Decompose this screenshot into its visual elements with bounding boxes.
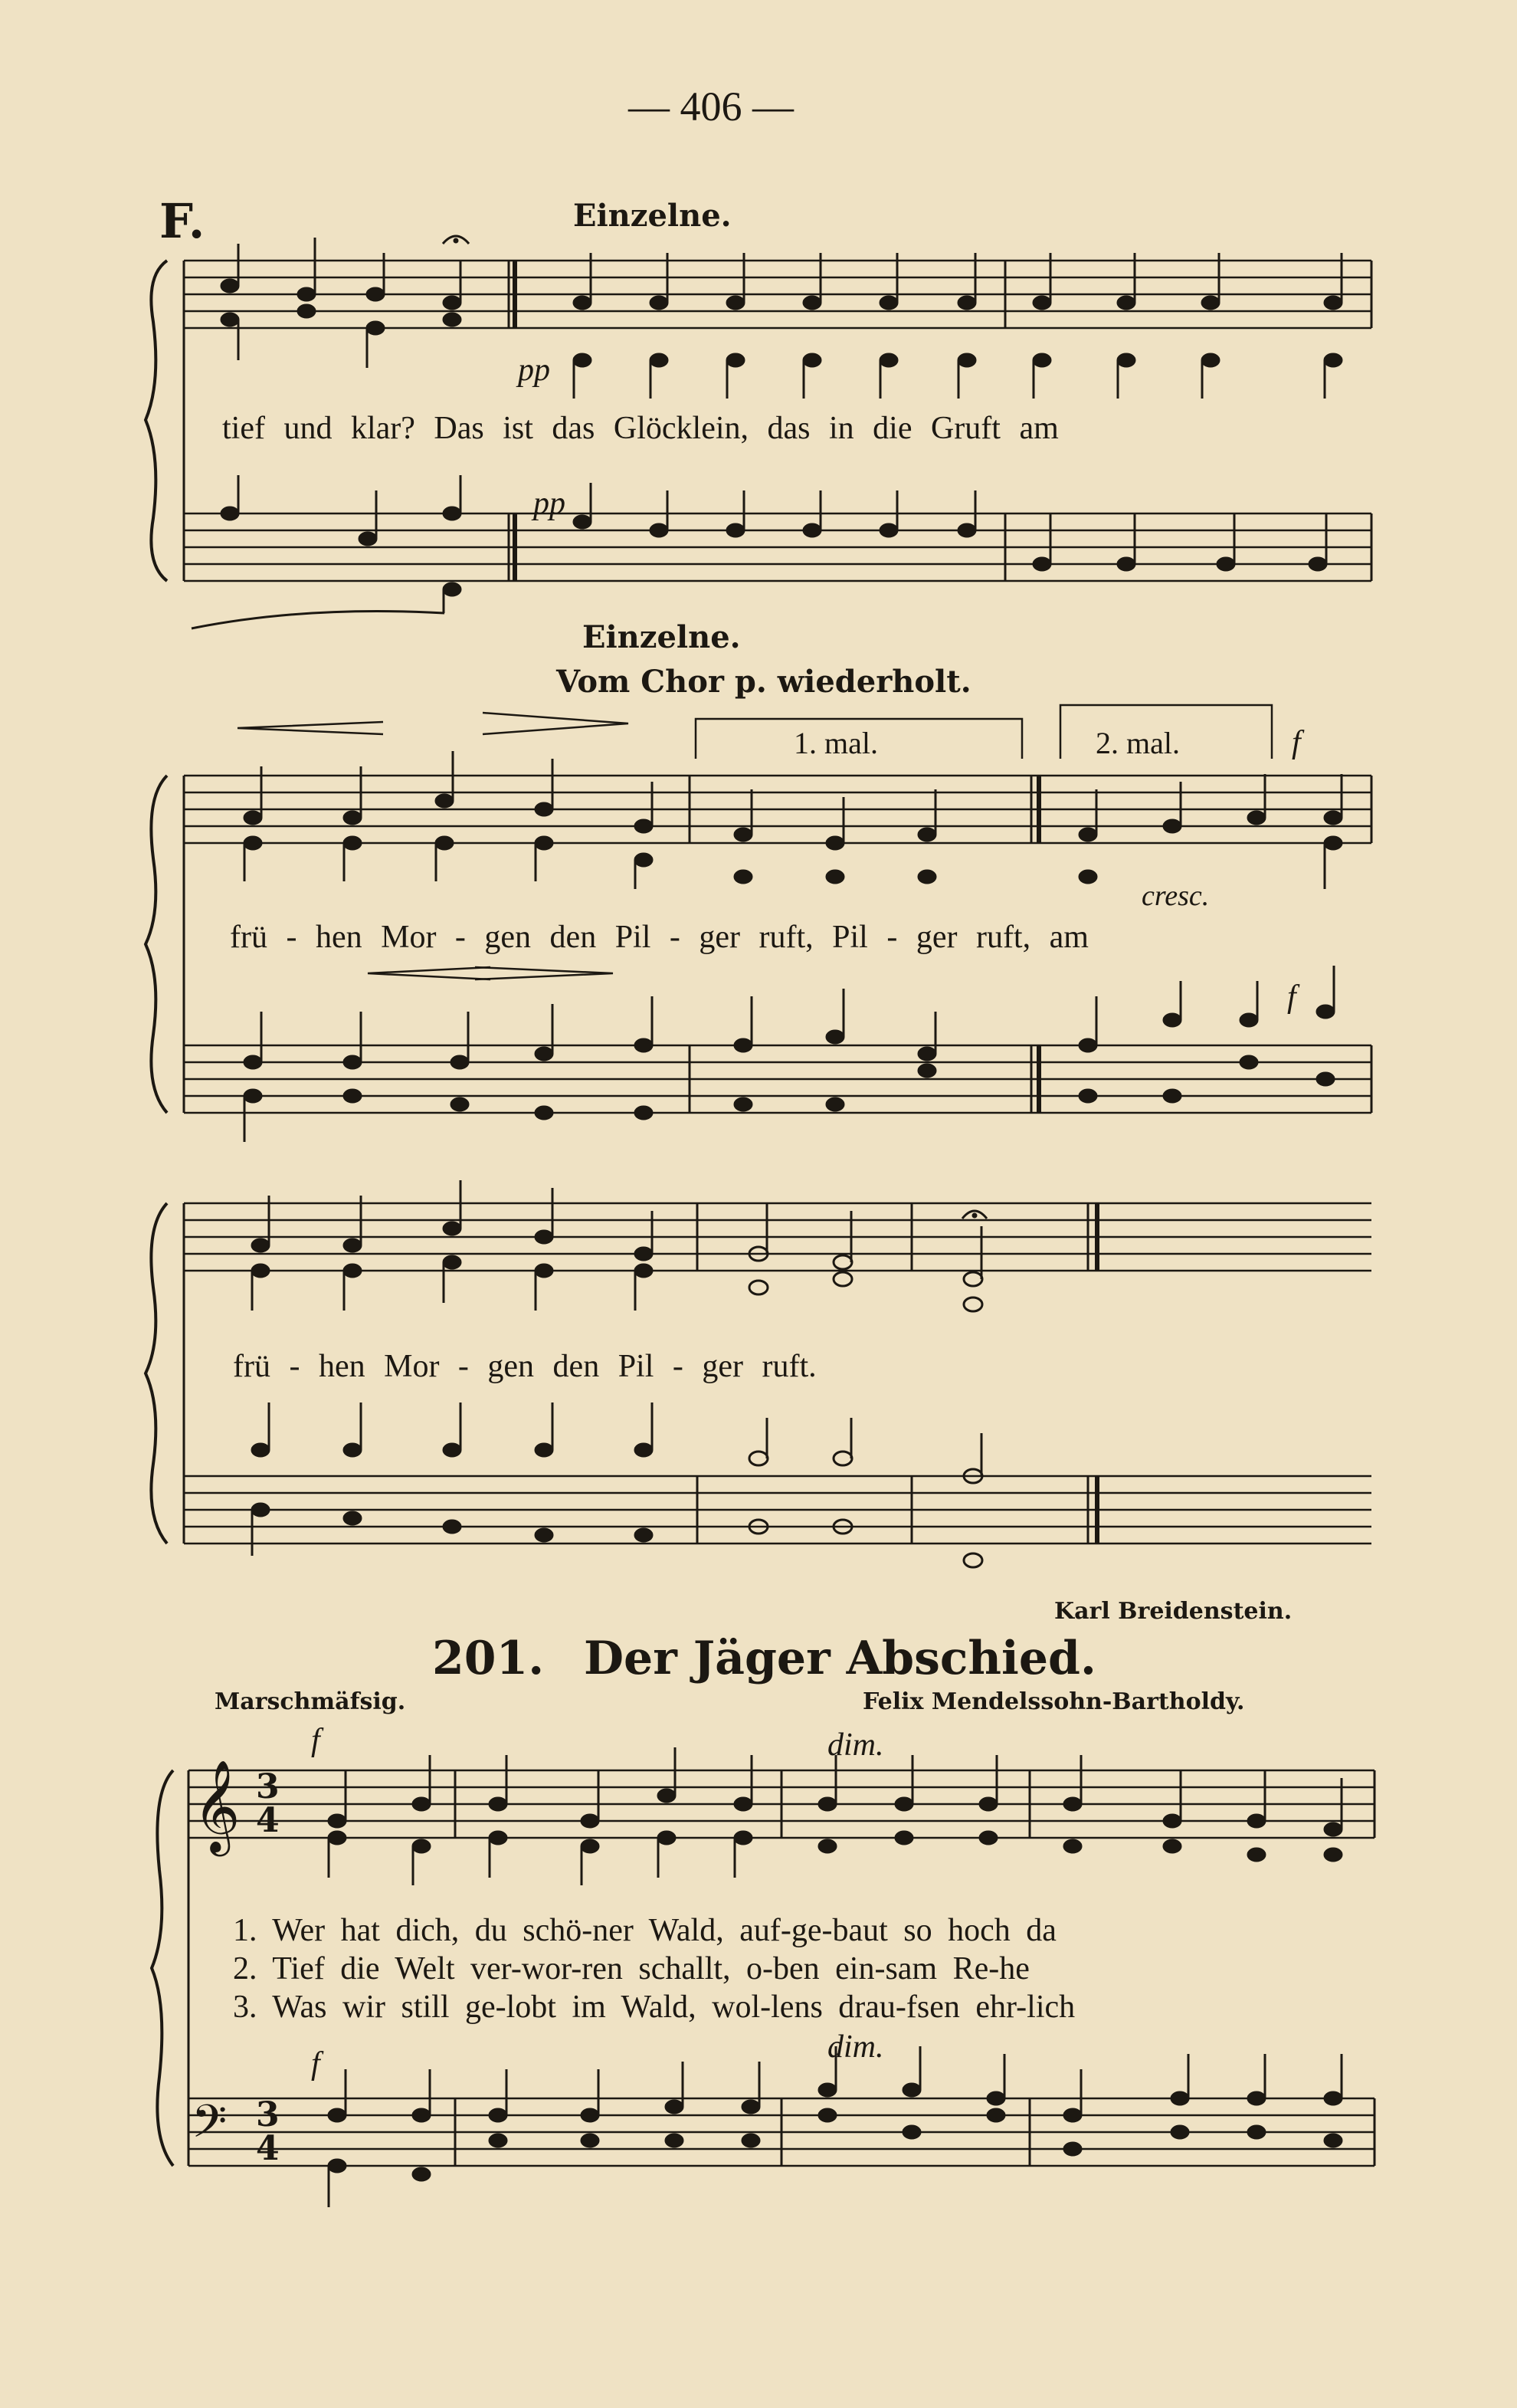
time-signature-bottom-upper: 4	[256, 1801, 280, 1840]
page-number: — 406 —	[628, 84, 794, 130]
time-signature-top-lower: 3	[256, 2095, 280, 2134]
song-dynamic-f-upper: f	[311, 1723, 320, 1758]
song-dynamic-f-lower: f	[311, 2046, 320, 2082]
vom-chor-label: Vom Chor p. wiederholt.	[556, 664, 971, 700]
song-notes-lower	[328, 2046, 1342, 2207]
system2-notes-lower	[244, 966, 1335, 1142]
system2-hairpins	[238, 713, 628, 734]
song-composer: Felix Mendelssohn-Bartholdy.	[863, 1688, 1245, 1715]
system2-notes-upper	[244, 751, 1342, 889]
second-ending-label: 2. mal.	[1096, 726, 1180, 760]
time-signature-bottom-lower: 4	[256, 2129, 280, 2168]
credit-karl-breidenstein: Karl Breidenstein.	[1054, 1598, 1293, 1625]
system3-notes-lower	[251, 1402, 982, 1567]
einzelne-label-mid: Einzelne.	[582, 619, 741, 655]
dynamic-cresc: cresc.	[1142, 880, 1210, 912]
song-verse-3: 3. Was wir still ge-lobt im Wald, wol-lens drau-fsen ehr-lich	[233, 1990, 1076, 2025]
time-signature-top-upper: 3	[256, 1767, 280, 1806]
section-letter: F.	[159, 193, 205, 249]
dynamic-f-upper: f	[1292, 725, 1301, 760]
system1-upper-staff	[184, 261, 1371, 328]
song-verse-1: 1. Wer hat dich, du schö-ner Wald, auf-ge-baut so hoch da	[233, 1913, 1057, 1948]
system1-lower-staff	[184, 513, 1371, 581]
song-notes-upper	[328, 1747, 1342, 1885]
song-dynamic-dim-upper: dim.	[827, 1727, 884, 1763]
first-ending-label: 1. mal.	[794, 726, 878, 760]
system3-notes-upper	[251, 1180, 987, 1311]
song-dynamic-dim-lower: dim.	[827, 2029, 884, 2065]
song-tempo: Marschmäfsig.	[215, 1688, 406, 1715]
einzelne-label-top: Einzelne.	[573, 198, 732, 234]
treble-clef-icon: 𝄞	[193, 1759, 241, 1852]
dynamic-pp-lower: pp	[533, 486, 565, 521]
system3-lower-staff	[184, 1476, 1371, 1544]
system1-notes-lower	[192, 475, 1327, 628]
song-title: Der Jäger Abschied.	[584, 1632, 1096, 1685]
lyrics-system2: frü - hen Mor - gen den Pil - ger ruft, Pil - ger ruft, am	[230, 920, 1089, 955]
dynamic-pp-upper: pp	[518, 353, 550, 388]
lyrics-system3: frü - hen Mor - gen den Pil - ger ruft.	[233, 1349, 817, 1384]
system2-lower-hairpins	[368, 967, 613, 979]
dynamic-f-lower: f	[1287, 979, 1296, 1015]
song-number: 201.	[432, 1632, 545, 1685]
volta-brackets	[696, 705, 1272, 759]
bass-clef-icon: 𝄢	[192, 2095, 228, 2159]
song-verse-2: 2. Tief die Welt ver-wor-ren schallt, o-ben ein-sam Re-he	[233, 1951, 1030, 1986]
lyrics-system1: tief und klar? Das ist das Glöcklein, das in die Gruft am	[222, 411, 1059, 446]
